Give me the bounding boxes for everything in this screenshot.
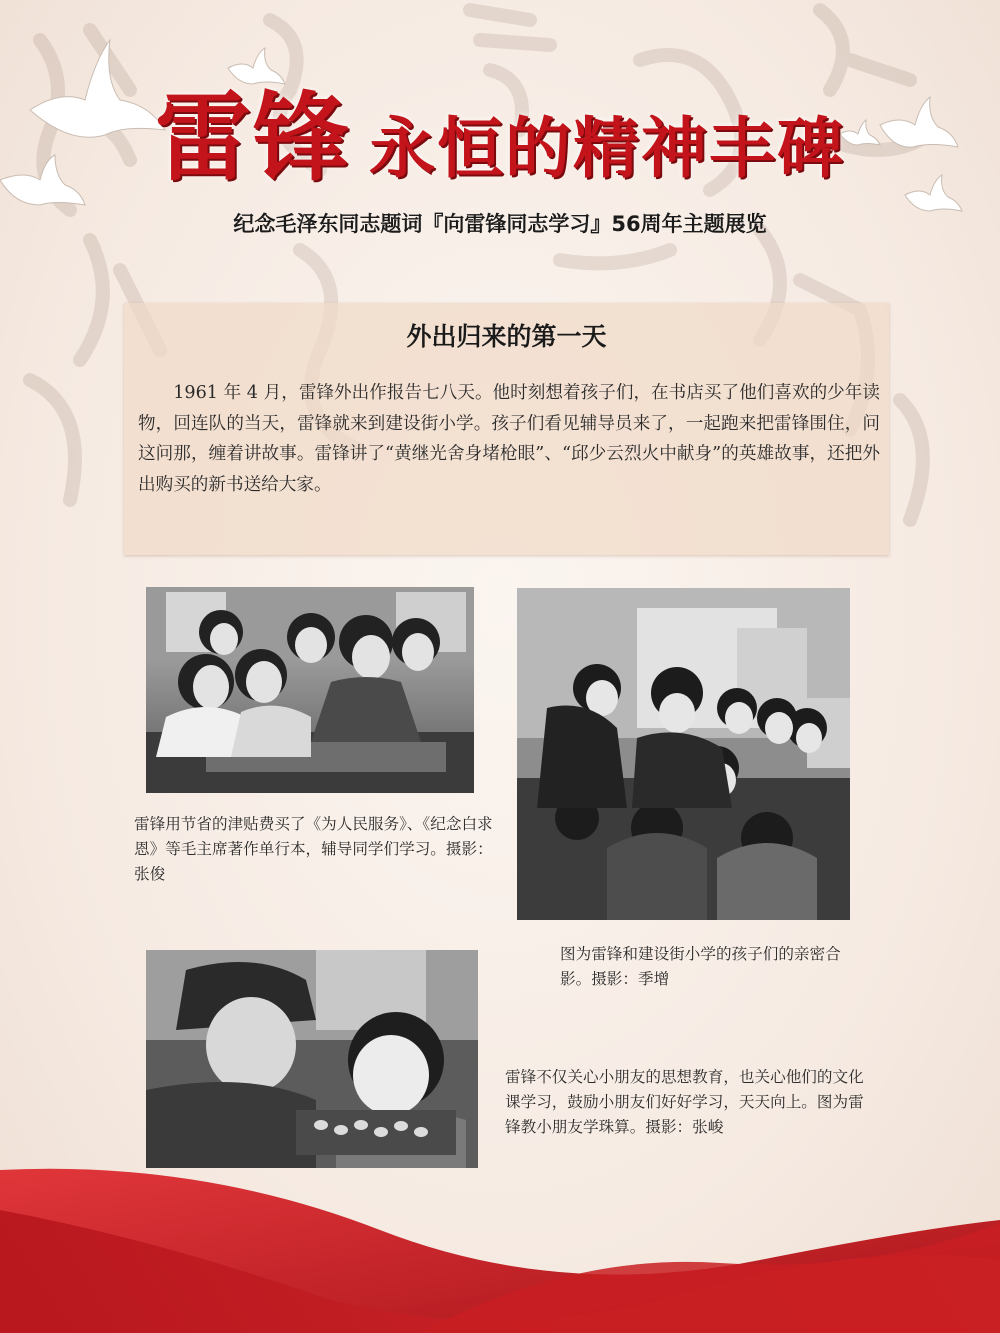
poster-subtitle: 纪念毛泽东同志题词『向雷锋同志学习』56周年主题展览	[233, 212, 767, 236]
photo-group-embrace	[517, 588, 850, 920]
article-panel	[124, 303, 889, 555]
article-heading: 外出归来的第一天	[406, 322, 607, 351]
caption-group-embrace: 图为雷锋和建设街小学的孩子们的亲密合影。摄影：季增	[560, 945, 841, 988]
title-rest: 永恒的精神丰碑	[369, 109, 845, 187]
dove-icon	[30, 40, 165, 137]
photo-abacus-lesson	[146, 950, 478, 1168]
title-name: 雷锋	[155, 81, 351, 194]
photo-study-group	[146, 587, 474, 793]
dove-icon	[905, 175, 962, 211]
dove-icon	[0, 155, 85, 205]
poster-title	[150, 68, 850, 198]
red-ribbon-decoration	[0, 1150, 1000, 1333]
dove-icon	[880, 97, 958, 147]
caption-abacus-lesson: 雷锋不仅关心小朋友的思想教育，也关心他们的文化课学习，鼓励小朋友们好好学习，天天向上。图为雷锋教小朋友学珠算。摄影：张峻	[505, 1068, 864, 1136]
caption-study-group: 雷锋用节省的津贴费买了《为人民服务》、《纪念白求恩》等毛主席著作单行本，辅导同学们学习。摄影：张俊	[134, 815, 493, 883]
article-body: 1961 年 4 月，雷锋外出作报告七八天。他时刻想着孩子们，在书店买了他们喜欢的少年读物，回连队的当天，雷锋就来到建设街小学。孩子们看见辅导员来了，一起跑来把雷锋围住，问这问那，缠着讲故事。雷锋讲了“黄继光舍身堵枪眼”、“邱少云烈火中献身”的英雄故事，还把外出购买的新书送给大家。	[138, 383, 880, 495]
